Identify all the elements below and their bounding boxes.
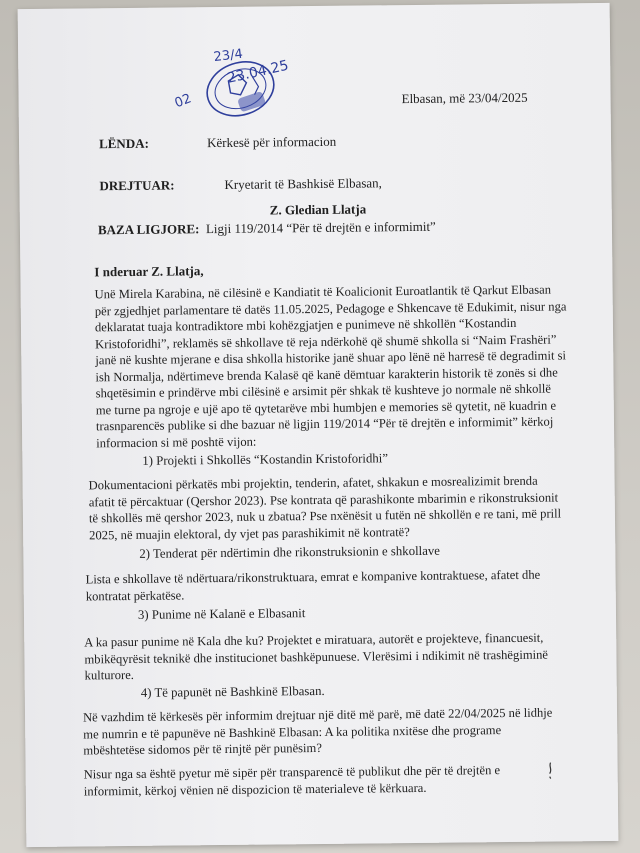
intro-line: me turne pa ngroje e ujë apo të qytetarëve mbi humbjen e memories së qytetit, në kuadrin e [95, 398, 557, 417]
section-2-body [86, 566, 576, 604]
section-4-line: me numrin e të papunëve në Bashkinë Elbasan: A ka politika nxitëse dhe programe [83, 722, 502, 741]
section-3-heading: 3) Punime në Kalanë e Elbasanit [137, 606, 306, 622]
intro-line: informacion si më poshtë vijon: [96, 434, 257, 450]
addressed-label: DREJTUAR: [99, 177, 175, 194]
section-1-line: 2025, në muajin elektoral, dy vjet pas parashikimit në kontratë? [89, 524, 410, 542]
closing-line: informimit, kërkoj vënien në dispozicion të materialeve të kërkuara. [83, 780, 427, 798]
pen-mark-icon [546, 762, 556, 780]
section-4-body [83, 704, 573, 759]
legal-basis-value: Ligji 119/2014 “Për të drejtën e informimit” [205, 218, 436, 237]
official-stamp-icon [168, 44, 299, 125]
section-1-line: Dokumentacioni përkatës mbi projektin, tenderin, afatet, shkakun e mosrealizimit brenda [88, 473, 538, 493]
intro-line: deklaratat tuaja kontradiktore mbi kohëzgjatjen e punimeve në shkollën “Kostandin [94, 315, 517, 335]
closing-paragraph [84, 761, 574, 799]
intro-line: trasnparencës publike si dhe bazuar në ligjin 119/2014 “Për të drejtën e informimit” kërkoj [95, 414, 554, 434]
section-1-heading: 1) Projekti i Shkollës “Kostandin Kristoforidhi” [142, 451, 389, 468]
subject-value: Kërkesë për informacion [206, 133, 337, 151]
subject-label: LËNDA: [98, 135, 149, 152]
section-1-line: të shkollës më qershor 2023, nuk u zbatua? Pse nxënësit u futën në shkollën e re tani, më prill [88, 506, 562, 526]
section-2-heading: 2) Tenderat për ndërtimin dhe rikonstruksionin e shkollave [139, 543, 440, 561]
intro-line: Unë Mirela Karabina, në cilësinë e Kandiatit të Koalicionit Euroatlantik të Qarkut Elbasan [94, 282, 552, 302]
intro-line: janë në kushte mjerane e disa shkolla historike janë shuar apo lënë në harresë të degradimit si [95, 348, 567, 368]
salutation: I nderuar Z. Llatja, [94, 263, 204, 280]
stamp-handwritten-top: 23/4 [212, 46, 244, 66]
intro-line: Kristoforidhi”, reklamës së shkollave të reja ndërkohë që shumë shkolla si “Naim Frashëri” [95, 331, 557, 351]
section-3-line: A ka pasur punime në Kala dhe ku? Projektet e miratuara, autorët e projekteve, financuesit, [84, 630, 544, 650]
legal-basis-label: BAZA LIGJORE: [97, 221, 200, 238]
addressee-name: Z. Gledian Llatja [269, 201, 367, 218]
date-line: Elbasan, më 23/04/2025 [401, 89, 528, 107]
section-3-line: mbikëqyrësit teknikë dhe institucionet bashkëpunuese. Vlerësimi i ndikimit në trashëgiminë [84, 647, 549, 666]
addressed-value: Kryetarit të Bashkisë Elbasan, [224, 175, 382, 192]
section-1-body [89, 472, 580, 543]
intro-line: për zgjedhjet parlamentare të datës 11.05.2025, Pedagoge e Shkencave të Edukimit, nisur nga [94, 298, 567, 318]
intro-line: ish Normalja, ndërtimeve brenda Kalasë që kanë dëmtuar karakterin historik të zonës si dhe [95, 364, 558, 384]
stamp-handwritten-prefix: 02 [172, 91, 194, 112]
section-1-line: afatit të përcaktuar (Qershor 2023). Pse kontrata që parashikonte mbarimin e rikonstruksionit [88, 489, 559, 509]
closing-line: Nisur nga sa është pyetur më sipër për transparencë të publikut dhe për të drejtën e [83, 763, 501, 782]
intro-line: shqetësimin e prindërve mbi cilësinë e arsimit për shkak të kushteve jo normale në shkollë [95, 381, 552, 401]
stamp-handwritten-date: 23.04.25 [225, 57, 291, 87]
section-4-heading: 4) Të papunët në Bashkinë Elbasan. [140, 683, 325, 700]
section-4-line: Në vazhdim të kërkesës për informim drejtuar një ditë më parë, më datë 22/04/2025 në lidhje [82, 705, 553, 725]
section-3-line: kulturore. [84, 667, 134, 683]
section-2-line: kontratat përkatëse. [85, 587, 185, 603]
letter-page [18, 3, 619, 847]
intro-paragraph [95, 281, 587, 451]
section-4-line: mbështetëse sidomos për të rinjtë për punësim? [83, 740, 322, 758]
section-2-line: Lista e shkollave të ndërtuara/rikonstruktuara, emrat e kompanive kontraktuese, afatet dhe [85, 567, 541, 587]
section-3-body [84, 629, 574, 684]
